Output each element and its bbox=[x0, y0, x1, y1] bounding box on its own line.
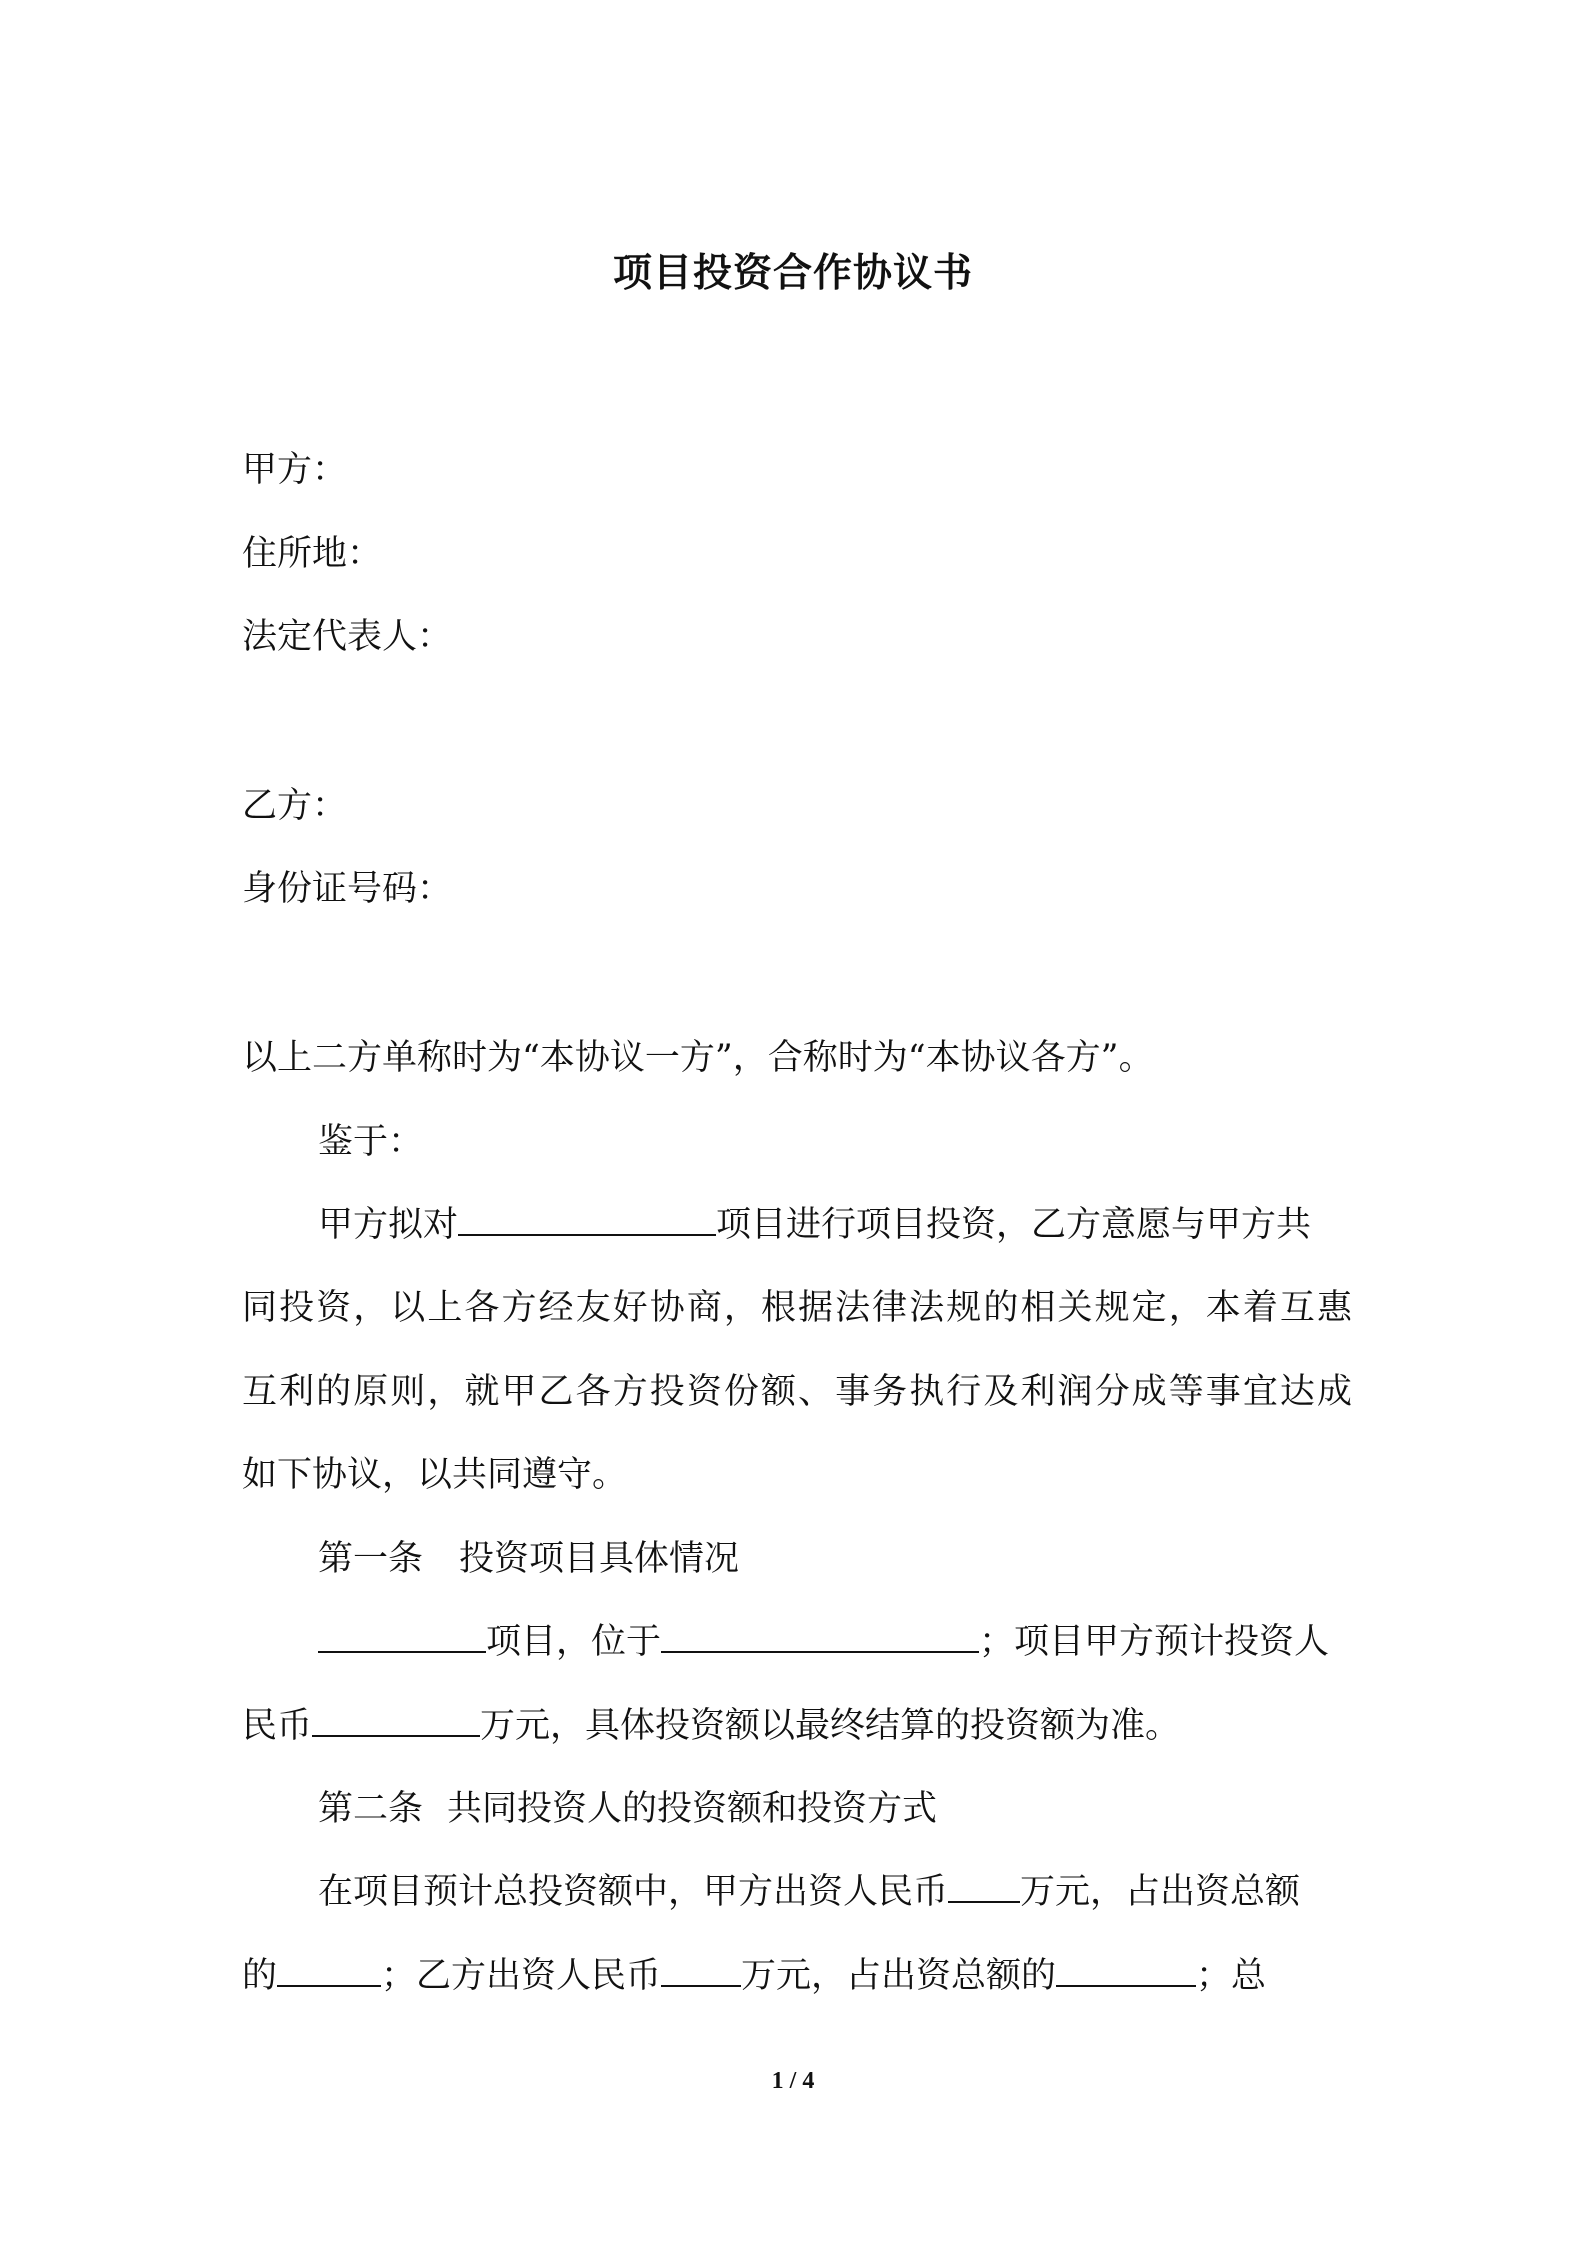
article-1-line-2 bbox=[242, 1704, 1180, 1748]
party-a-legal-rep: 法定代表人： bbox=[242, 617, 453, 657]
recital-line-1 bbox=[318, 1203, 1311, 1247]
location-blank bbox=[661, 1621, 979, 1653]
party-a-amount-blank bbox=[948, 1871, 1020, 1903]
article-1-text-4: 万元，具体投资额以最终结算的投资额为准。 bbox=[480, 1706, 1181, 1746]
article-2-text-5: 万元，占出资总额的 bbox=[741, 1956, 1057, 1996]
article-2-line-2 bbox=[242, 1954, 1266, 1998]
article-2-line-1 bbox=[318, 1870, 1300, 1914]
party-b-id-number: 身份证号码： bbox=[242, 869, 453, 909]
article-1-number: 第一条 bbox=[318, 1539, 424, 1579]
party-a-ratio-blank bbox=[277, 1955, 381, 1987]
article-2-heading bbox=[318, 1787, 937, 1831]
article-2-text-1: 在项目预计总投资额中，甲方出资人民币 bbox=[318, 1872, 949, 1912]
article-1-title: 投资项目具体情况 bbox=[459, 1539, 740, 1579]
article-2-title: 共同投资人的投资额和投资方式 bbox=[447, 1789, 938, 1829]
whereas-label: 鉴于： bbox=[318, 1122, 424, 1162]
project-name-blank bbox=[458, 1204, 716, 1236]
recital-line-3: 互利的原则，就甲乙各方投资份额、事务执行及利润分成等事宜达成 bbox=[242, 1372, 1352, 1412]
investment-amount-blank bbox=[312, 1705, 480, 1737]
party-b-ratio-blank bbox=[1056, 1955, 1196, 1987]
party-a-address: 住所地： bbox=[242, 534, 383, 574]
article-1-heading bbox=[318, 1537, 739, 1581]
recital-line-4: 如下协议，以共同遵守。 bbox=[242, 1455, 628, 1495]
definition-paragraph: 以上二方单称时为“本协议一方”，合称时为“本协议各方”。 bbox=[242, 1038, 1154, 1078]
article-2-text-6: ；总 bbox=[1196, 1956, 1267, 1996]
article-1-line-1 bbox=[318, 1620, 1329, 1664]
article-1-text-1: 项目，位于 bbox=[486, 1622, 662, 1662]
party-b-amount-blank bbox=[661, 1955, 741, 1987]
page-number: 1 / 4 bbox=[771, 2068, 815, 2094]
recital-text-2: 项目进行项目投资，乙方意愿与甲方共 bbox=[716, 1205, 1312, 1245]
recital-line-2: 同投资，以上各方经友好协商，根据法律法规的相关规定，本着互惠 bbox=[242, 1288, 1352, 1328]
article-2-text-4: ；乙方出资人民币 bbox=[381, 1956, 662, 1996]
article-1-text-3: 民币 bbox=[242, 1706, 313, 1746]
project-blank bbox=[318, 1621, 486, 1653]
recital-text-1: 甲方拟对 bbox=[318, 1205, 459, 1245]
document-title: 项目投资合作协议书 bbox=[612, 251, 973, 296]
party-a-label: 甲方： bbox=[242, 450, 348, 490]
article-2-text-2: 万元，占出资总额 bbox=[1020, 1872, 1301, 1912]
article-2-number: 第二条 bbox=[318, 1789, 424, 1829]
article-1-text-2: ；项目甲方预计投资人 bbox=[979, 1622, 1330, 1662]
article-2-text-3: 的 bbox=[242, 1956, 278, 1996]
party-b-label: 乙方： bbox=[242, 786, 348, 826]
